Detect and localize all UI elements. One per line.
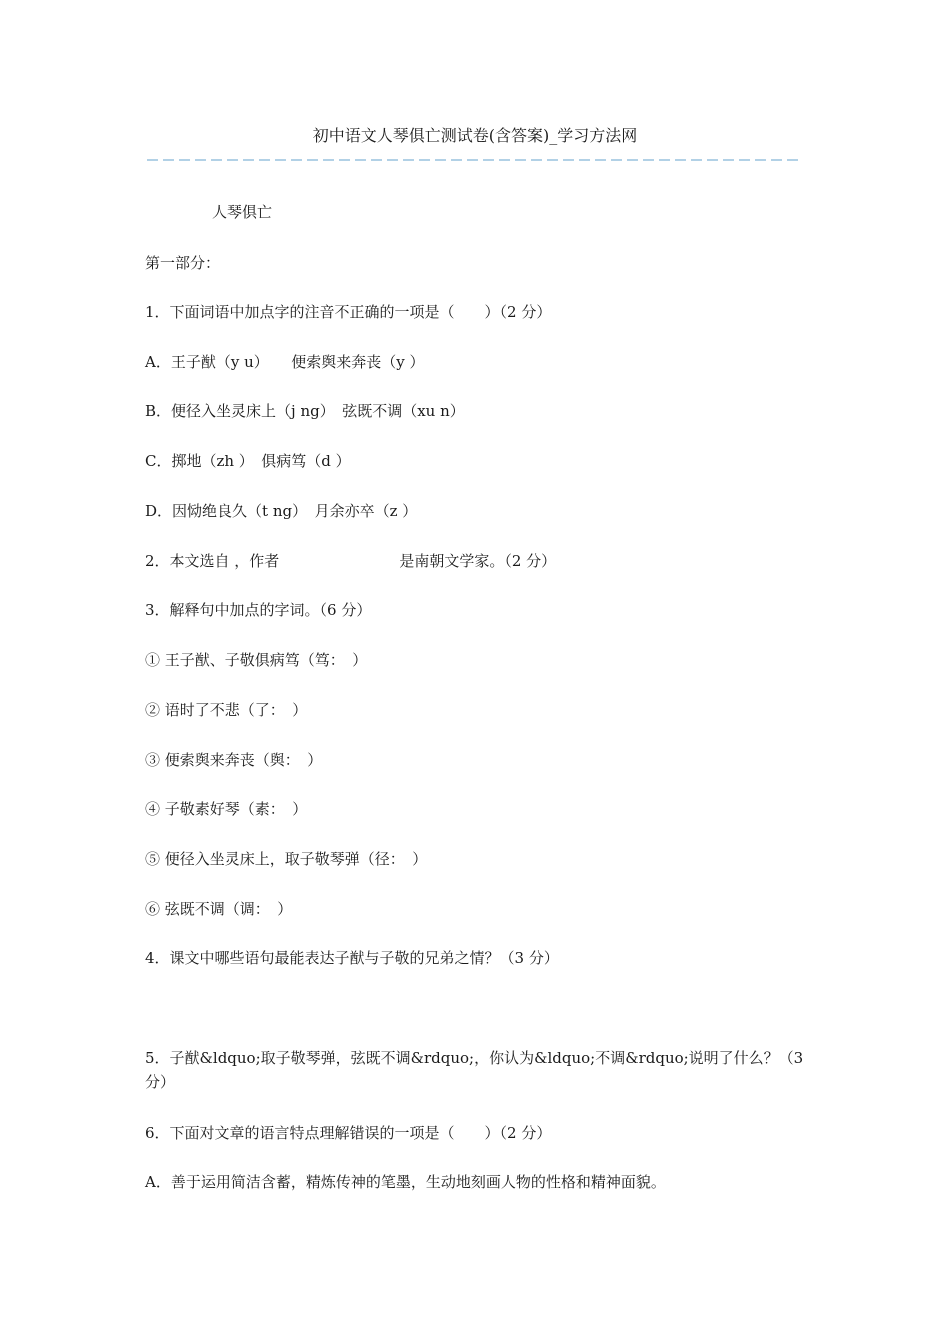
question-1-option-c: C．掷地（zh ） 俱病笃（d ） — [145, 452, 351, 470]
question-3-item-3: ③ 便索舆来奔丧（舆： ） — [145, 751, 323, 769]
title-divider — [147, 150, 801, 170]
question-3-stem: 3．解释句中加点的字词。（6 分） — [145, 601, 372, 619]
part-heading: 第一部分： — [145, 254, 221, 272]
question-1-option-b: B．便径入坐灵床上（j ng） 弦既不调（xu n） — [145, 402, 465, 420]
question-4: 4．课文中哪些语句最能表达子猷与子敬的兄弟之情？（3 分） — [145, 949, 559, 967]
question-1-option-d: D．因恸绝良久（t ng） 月余亦卒（z ） — [145, 502, 418, 520]
question-6-option-a: A．善于运用简洁含蓄，精炼传神的笔墨，生动地刻画人物的性格和精神面貌。 — [145, 1173, 666, 1191]
question-3-item-4: ④ 子敬素好琴（素： ） — [145, 800, 308, 818]
question-1-option-a: A．王子猷（y u） 便索舆来奔丧（y ） — [145, 353, 425, 371]
question-2: 2．本文选自 ，作者 是南朝文学家。（2 分） — [145, 552, 557, 570]
question-3-item-6: ⑥ 弦既不调（调： ） — [145, 900, 293, 918]
question-3-item-1: ① 王子猷、子敬俱病笃（笃： ） — [145, 651, 368, 669]
question-3-item-2: ② 语时了不悲（了： ） — [145, 701, 308, 719]
question-3-item-5: ⑤ 便径入坐灵床上，取子敬琴弹（径： ） — [145, 850, 428, 868]
page-title: 初中语文人琴俱亡测试卷(含答案)_学习方法网 — [312, 126, 638, 145]
question-6-stem: 6．下面对文章的语言特点理解错误的一项是（ ）（2 分） — [145, 1124, 552, 1142]
section-title: 人琴俱亡 — [212, 203, 273, 221]
question-5: 5．子猷&ldquo;取子敬琴弹，弦既不调&rdquo;，你认为&ldquo;不调&rdquo;说明了什么？（3 分） — [145, 1049, 804, 1091]
question-1-stem: 1．下面词语中加点字的注音不正确的一项是（ ）（2 分） — [145, 303, 552, 321]
